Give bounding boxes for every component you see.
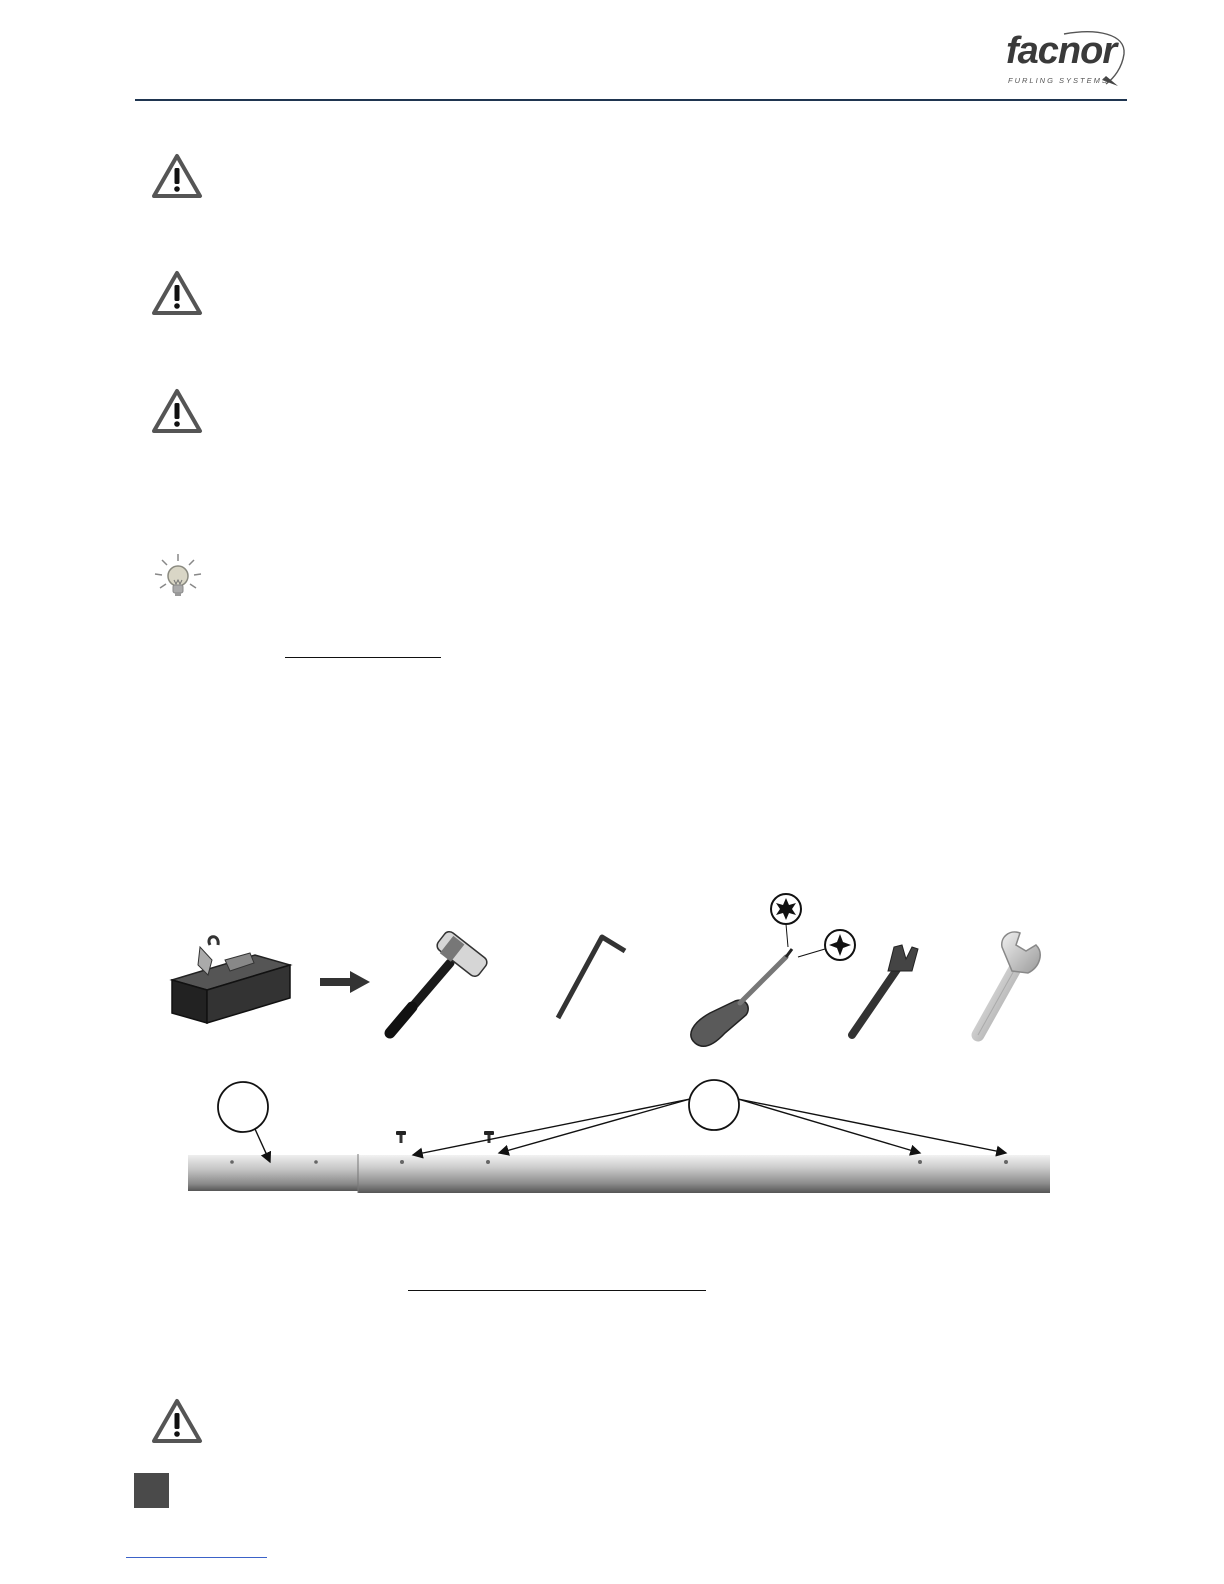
header-rule — [135, 99, 1127, 101]
leader-arrow — [738, 1099, 1006, 1153]
footer-link[interactable] — [126, 1557, 267, 1558]
warning-triangle-icon — [151, 1398, 203, 1444]
screw-icon — [396, 1131, 406, 1143]
callout-circle-b — [689, 1080, 739, 1130]
leader-arrow — [499, 1099, 690, 1153]
leader-arrow — [738, 1099, 920, 1153]
mallet-icon — [390, 929, 489, 1033]
section-heading-underline — [408, 1290, 706, 1291]
phillips-bit-icon — [798, 930, 855, 960]
screw-icon — [484, 1131, 494, 1143]
warning-triangle-icon — [151, 270, 203, 316]
leader-arrow — [413, 1099, 690, 1155]
tools-and-foil-figure — [150, 885, 1070, 1205]
callout-circle-a — [218, 1082, 268, 1132]
arrow-right-icon — [320, 971, 370, 993]
screwdriver-icon — [691, 949, 792, 1046]
logo-tagline: FURLING SYSTEMS — [1008, 76, 1109, 85]
torx-bit-icon — [771, 894, 801, 947]
section-heading-underline — [285, 657, 441, 658]
lightbulb-icon — [150, 550, 206, 606]
foil-profile — [188, 1154, 1050, 1193]
warning-triangle-icon — [151, 153, 203, 199]
facnor-logo — [1002, 28, 1128, 90]
warning-triangle-icon — [151, 388, 203, 434]
logo-wordmark: facnor — [1006, 30, 1117, 72]
allen-key-icon — [558, 937, 625, 1018]
page-number-marker — [134, 1473, 169, 1508]
toolbox-icon — [172, 937, 290, 1023]
spanner-icon — [978, 932, 1040, 1035]
adjustable-wrench-icon — [852, 945, 918, 1035]
